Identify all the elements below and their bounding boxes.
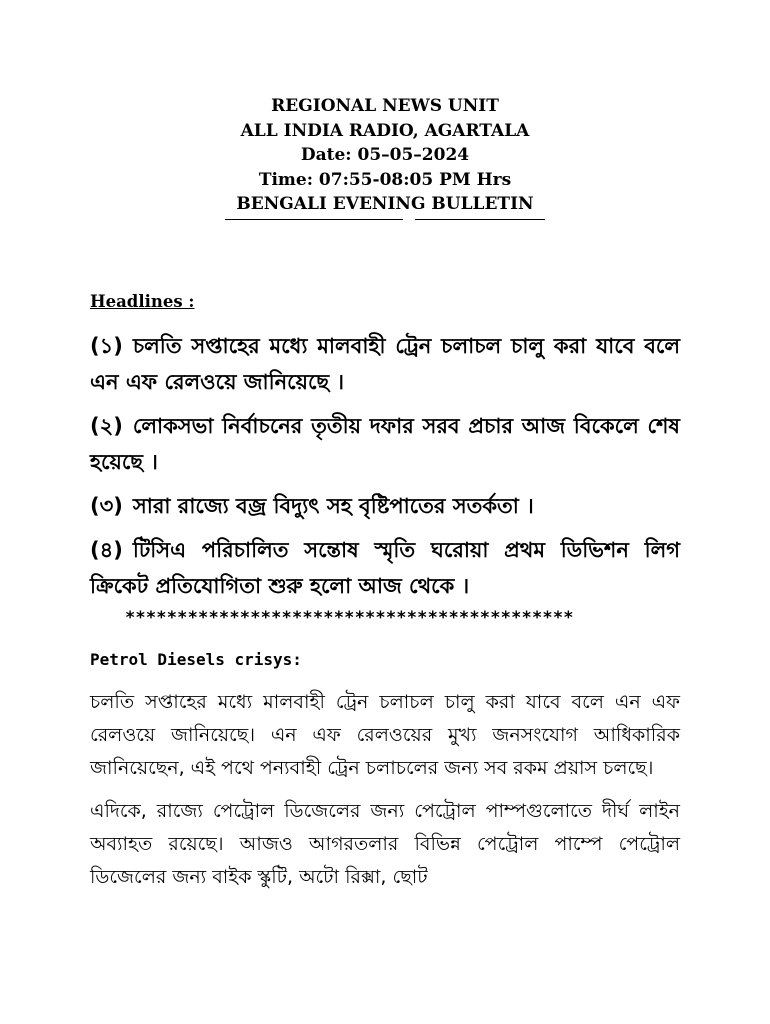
headline-item	[90, 328, 680, 400]
headline-number: (১)	[90, 334, 123, 358]
headlines-list	[90, 328, 680, 612]
headline-item	[90, 488, 680, 524]
bulletin-time: Time: 07:55-08:05 PM Hrs	[258, 169, 512, 190]
star-separator: *******************************************	[125, 608, 574, 628]
headline-number: (৪)	[90, 538, 123, 562]
headline-text: চলতি সপ্তাহের মধ্যে মালবাহী ট্রেন চলাচল চালু করা যাবে বলে এন এফ রেলওয়ে জানিয়েছে ।	[90, 334, 680, 394]
bulletin-header	[0, 94, 770, 220]
unit-title: REGIONAL NEWS UNIT	[271, 96, 499, 116]
underline-right	[415, 219, 545, 220]
headlines-label: Headlines :	[90, 292, 195, 311]
story-title: Petrol Diesels crisys:	[90, 650, 302, 669]
story-body	[90, 686, 680, 904]
bulletin-name: BENGALI EVENING BULLETIN	[236, 194, 534, 214]
header-underline	[0, 219, 770, 220]
headline-text: টিসিএ পরিচালিত সন্তোষ স্মৃতি ঘরোয়া প্রথম ডিভিশন লিগ ক্রিকেট প্রতিযোগিতা শুরু হলো আজ থেকে ।	[90, 538, 680, 598]
station-title: ALL INDIA RADIO, AGARTALA	[240, 120, 530, 141]
bulletin-date: Date: 05–05–2024	[300, 145, 470, 165]
story-paragraph: চলতি সপ্তাহের মধ্যে মালবাহী ট্রেন চলাচল চালু করা যাবে বলে এন এফ রেলওয়ে জানিয়েছে। এন এফ রেলওয়ের মুখ্য জনসংযোগ আধিকারিক জানিয়েছেন, এই পথে পন্যবাহী ট্রেন চলাচলের জন্য সব রকম প্রয়াস চলছে।	[90, 691, 680, 779]
headline-number: (৩)	[90, 494, 123, 518]
headline-item	[90, 532, 680, 604]
underline-left	[225, 219, 403, 220]
headline-item	[90, 408, 680, 480]
headline-number: (২)	[90, 414, 123, 438]
headline-text: সারা রাজ্যে বজ্র বিদ্যুৎ সহ বৃষ্টিপাতের সতর্কতা ।	[132, 494, 534, 518]
headline-text: লোকসভা নির্বাচনের তৃতীয় দফার সরব প্রচার আজ বিকেলে শেষ হয়েছে ।	[90, 414, 680, 474]
story-paragraph: এদিকে, রাজ্যে পেট্রোল ডিজেলের জন্য পেট্রোল পাম্পগুলোতে দীর্ঘ লাইন অব্যাহত রয়েছে। আজও আগরতলার বিভিন্ন পেট্রোল পাম্পে পেট্রোল ডিজেলের জন্য বাইক স্কুটি, অটো রিক্সা, ছোট	[90, 800, 680, 888]
